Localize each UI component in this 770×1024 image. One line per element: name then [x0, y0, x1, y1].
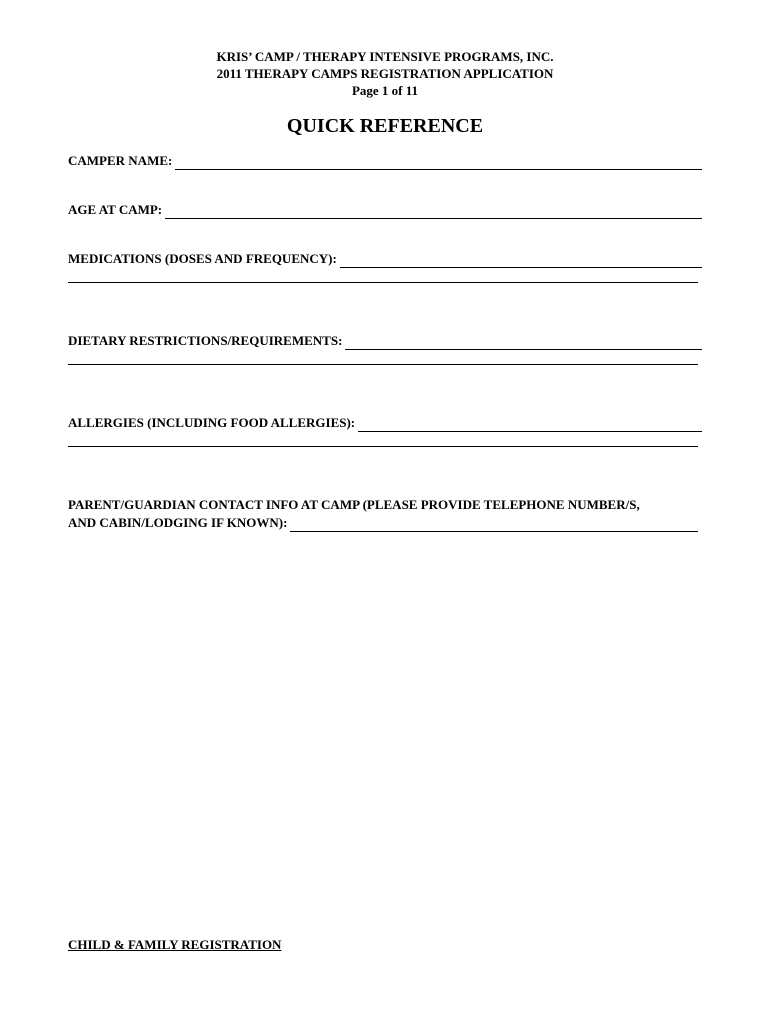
dietary-blank-continued[interactable]	[68, 350, 698, 365]
contact-info-field	[68, 496, 702, 532]
section-heading: CHILD & FAMILY REGISTRATION	[68, 937, 282, 952]
page-indicator: Page 1 of 11	[351, 83, 419, 98]
medications-blank-continued[interactable]	[68, 268, 698, 283]
camper-name-field	[68, 152, 702, 170]
contact-info-label-line2: AND CABIN/LODGING IF KNOWN):	[68, 515, 288, 530]
camper-name-blank[interactable]	[175, 157, 702, 170]
document-header	[0, 48, 770, 99]
allergies-label: ALLERGIES (INCLUDING FOOD ALLERGIES):	[68, 415, 356, 430]
age-at-camp-label: AGE AT CAMP:	[68, 202, 163, 217]
dietary-blank[interactable]	[345, 337, 702, 350]
dietary-field	[68, 332, 702, 365]
contact-info-blank[interactable]	[290, 519, 698, 532]
contact-info-label-line1: PARENT/GUARDIAN CONTACT INFO AT CAMP (PLEASE PROVIDE TELEPHONE NUMBER/S,	[68, 497, 640, 512]
medications-label: MEDICATIONS (DOSES AND FREQUENCY):	[68, 251, 337, 266]
dietary-label: DIETARY RESTRICTIONS/REQUIREMENTS:	[68, 333, 343, 348]
age-at-camp-field	[68, 201, 702, 219]
medications-blank[interactable]	[340, 255, 702, 268]
camper-name-label: CAMPER NAME:	[68, 153, 173, 168]
allergies-blank[interactable]	[358, 419, 702, 432]
organization-name: KRIS’ CAMP / THERAPY INTENSIVE PROGRAMS, INC.	[216, 49, 554, 64]
medications-field	[68, 250, 702, 283]
allergies-blank-continued[interactable]	[68, 432, 698, 447]
page-title: QUICK REFERENCE	[286, 115, 484, 137]
application-title: 2011 THERAPY CAMPS REGISTRATION APPLICATION	[216, 66, 554, 81]
allergies-field	[68, 414, 702, 447]
age-at-camp-blank[interactable]	[165, 206, 702, 219]
